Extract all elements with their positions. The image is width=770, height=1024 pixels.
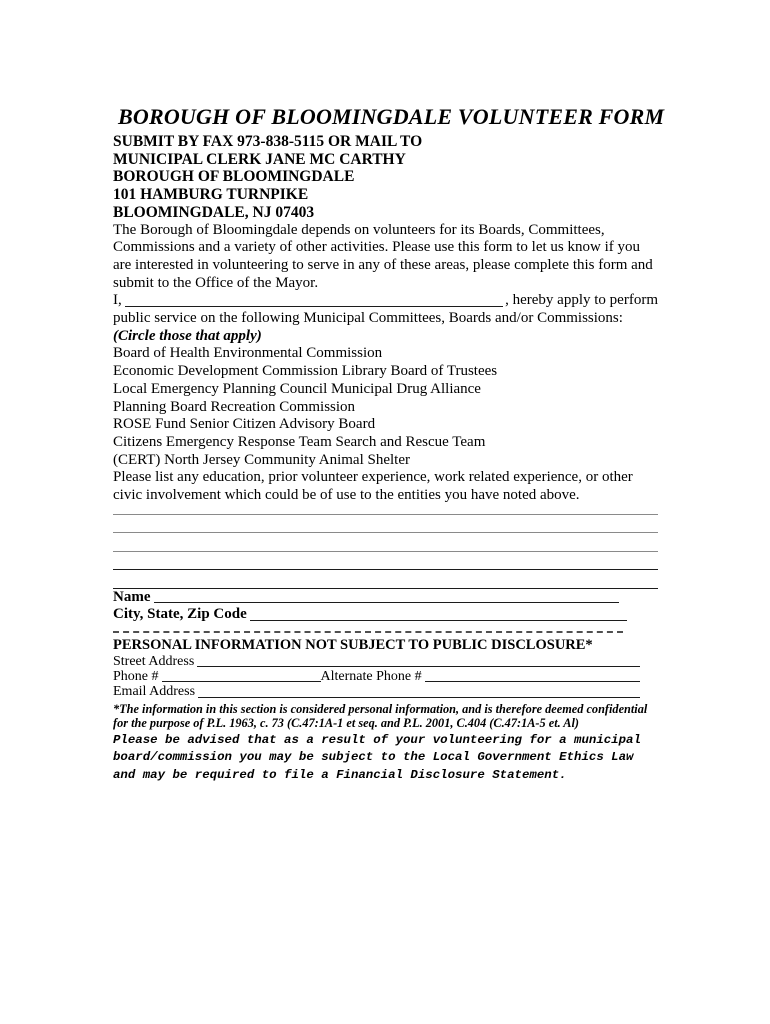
fax-instruction-line: SUBMIT BY FAX 973-838-5115 OR MAIL TO	[113, 133, 423, 150]
email-row	[113, 684, 640, 699]
applicant-prefix: I,	[113, 292, 122, 309]
write-line[interactable]	[113, 533, 658, 552]
city-state-zip-blank[interactable]	[250, 620, 627, 621]
apply-continued-text: public service on the following Municipal Committees, Boards and/or Commissions:	[113, 310, 623, 327]
email-blank[interactable]	[198, 697, 640, 698]
alternate-phone-blank[interactable]	[425, 681, 640, 682]
experience-prompt: Please list any education, prior volunteer experience, work related experience, or other civic involvement which could be of use to the entities you have noted above.	[113, 469, 633, 504]
personal-section-heading: PERSONAL INFORMATION NOT SUBJECT TO PUBLIC DISCLOSURE*	[113, 636, 593, 653]
document-page	[113, 104, 665, 784]
committee-item: (CERT) North Jersey Community Animal Shelter	[113, 451, 410, 468]
write-line[interactable]	[113, 552, 658, 571]
city-state-zip-label: City, State, Zip Code	[113, 606, 247, 623]
form-title: BOROUGH OF BLOOMINGDALE VOLUNTEER FORM	[118, 104, 665, 129]
write-line[interactable]	[113, 570, 658, 589]
committee-item: Board of Health Environmental Commission	[113, 345, 383, 362]
ethics-notice: Please be advised that as a result of your volunteering for a municipal board/commission you may be subject to the Local Government Ethics Law and may be required to file a Financial Disclosure Statement.	[113, 732, 641, 782]
applicant-suffix: , hereby apply to perform	[505, 292, 658, 309]
write-line[interactable]	[113, 505, 658, 515]
alternate-phone-label: Alternate Phone #	[320, 669, 422, 685]
phone-blank[interactable]	[162, 681, 321, 682]
committee-item: ROSE Fund Senior Citizen Advisory Board	[113, 416, 376, 433]
confidential-note: *The information in this section is considered personal information, and is therefore deemed confidential for the purpose of P.L. 1963, c. 73 (C.47:1A-1 et seq. and P.L. 2001, C.404 (C.47:1A-5 et. Al)	[113, 701, 648, 730]
street-address-label: Street Address	[113, 653, 195, 669]
name-blank[interactable]	[154, 602, 620, 603]
committee-item: Local Emergency Planning Council Municipal Drug Alliance	[113, 380, 481, 397]
name-row	[113, 589, 619, 607]
committee-item: Citizens Emergency Response Team Search and Rescue Team	[113, 433, 486, 450]
applicant-name-blank[interactable]	[125, 306, 503, 307]
apply-continued-paragraph	[113, 310, 658, 345]
section-divider	[113, 631, 623, 633]
street-address-row	[113, 654, 640, 669]
committee-list	[113, 345, 658, 469]
applicant-name-line	[113, 292, 658, 310]
phone-row	[113, 669, 640, 684]
email-label: Email Address	[113, 684, 196, 700]
street-address-blank[interactable]	[197, 666, 640, 667]
borough-name-line: BOROUGH OF BLOOMINGDALE	[113, 168, 355, 186]
write-line[interactable]	[113, 515, 658, 534]
street-line: 101 HAMBURG TURNPIKE	[113, 186, 309, 204]
phone-label: Phone #	[113, 669, 159, 685]
committee-item: Planning Board Recreation Commission	[113, 398, 356, 415]
name-label: Name	[113, 588, 151, 605]
experience-write-area	[113, 505, 658, 589]
submit-instructions-block	[113, 133, 658, 222]
city-zip-line: BLOOMINGDALE, NJ 07403	[113, 203, 315, 221]
circle-instruction: (Circle those that apply)	[113, 327, 262, 344]
committee-item: Economic Development Commission Library Board of Trustees	[113, 363, 498, 380]
clerk-name-line: MUNICIPAL CLERK JANE MC CARTHY	[113, 150, 406, 168]
city-state-zip-row	[113, 606, 627, 624]
intro-paragraph: The Borough of Bloomingdale depends on volunteers for its Boards, Committees, Commissions and a variety of other activities. Please use this form to let us know if you are interested in volunteering to serve in any of these areas, please complete this form and submit to the Office of the Mayor.	[113, 221, 653, 291]
